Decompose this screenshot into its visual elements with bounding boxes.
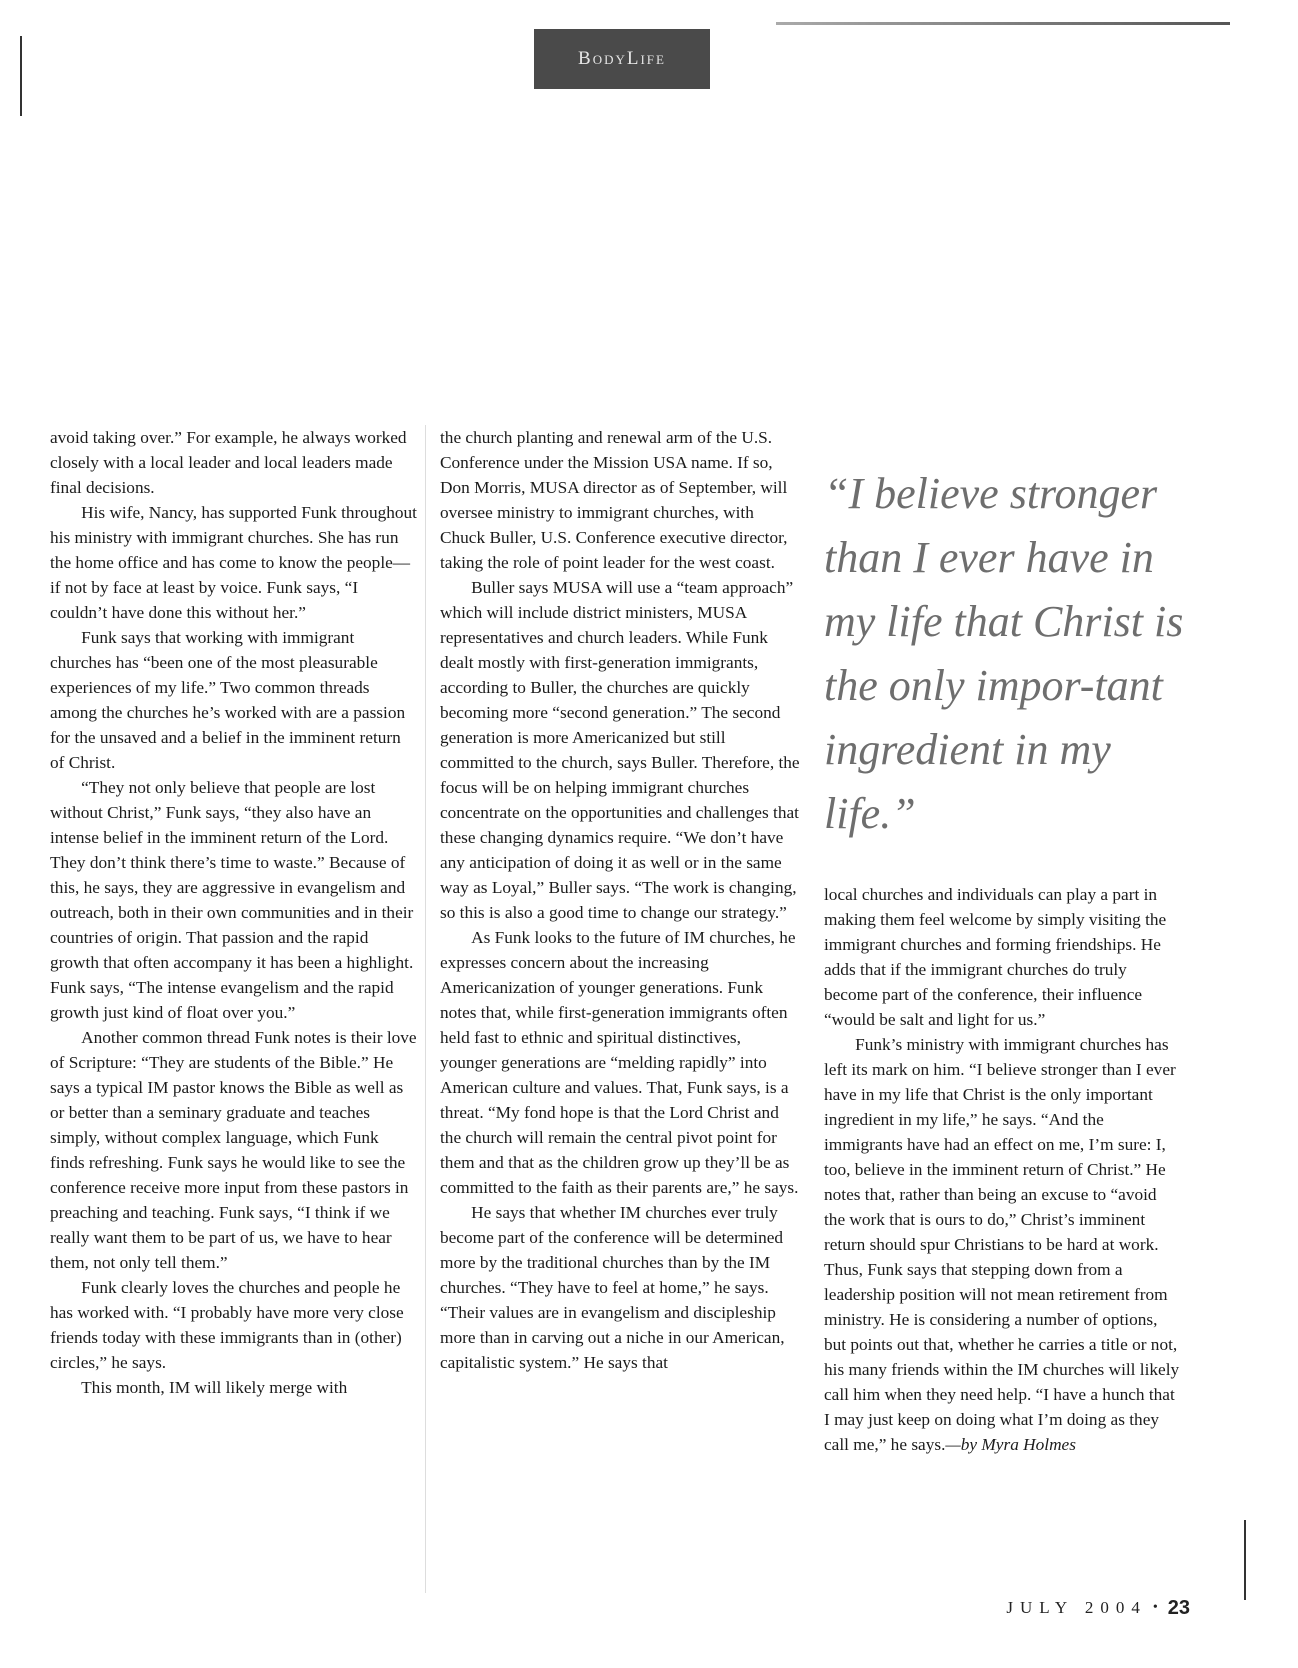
footer-bullet: • bbox=[1152, 1600, 1158, 1615]
page-number: 23 bbox=[1167, 1596, 1190, 1619]
article-column-2 bbox=[440, 425, 800, 1375]
column-divider bbox=[425, 425, 426, 1593]
paragraph: “They not only believe that people are lost without Christ,” Funk says, “they also have an intense belief in the imminent return of the Lord. They don’t think there’s time to waste.” Because of this, he says, they are aggressive in evangelism and outreach, both in their own communities and in their countries of origin. That passion and the rapid growth that often accompany it has been a highlight. Funk says, “The intense evangelism and the rapid growth just kind of float over you.” bbox=[50, 778, 414, 1022]
paragraph: Funk clearly loves the churches and people he has worked with. “I probably have more very close friends today with these immigrants than in (other) circles,” he says. bbox=[50, 1278, 404, 1372]
paragraph: Funk says that working with immigrant churches has “been one of the most pleasurable experiences of my life.” Two common threads among the churches he’s worked with are a passion for the unsaved and a belief in the imminent return of Christ. bbox=[50, 628, 406, 772]
pull-quote: “I believe stronger than I ever have in my life that Christ is the only impor-tant ingredient in my life.” bbox=[824, 469, 1184, 838]
page-edge-line bbox=[1244, 1520, 1246, 1600]
page-edge-line bbox=[20, 36, 22, 116]
paragraph: He says that whether IM churches ever truly become part of the conference will be determined more by the traditional churches than by the IM churches. “They have to feel at home,” he says. “Their values are in evangelism and discipleship more than in carving out a niche in our American, capitalistic system.” He says that bbox=[440, 1203, 785, 1372]
section-label: BodyLife bbox=[534, 29, 710, 89]
paragraph-text: Funk’s ministry with immigrant churches has left its mark on him. “I believe stronger than I ever have in my life that Christ is the only important ingredient in my life,” he says. “And the immigrants have had an effect on me, I’m sure: I, too, believe in the imminent return of Christ.” He notes that, rather than being an excuse to “avoid the work that is ours to do,” Christ’s imminent return should spur Christians to be hard at work. Thus, Funk says that stepping down from a leadership position will not mean retirement from ministry. He is considering a number of options, but points out that, whether he carries a title or not, his many friends within the IM churches will likely call him when they need help. “I have a hunch that I may just keep on doing what I’m doing as they call me,” he says. bbox=[824, 1035, 1180, 1454]
page-footer bbox=[970, 1593, 1190, 1623]
paragraph: His wife, Nancy, has supported Funk throughout his ministry with immigrant churches. She has run the home office and has come to know the people—if not by face at least by voice. Funk says, “I couldn’t have done this without her.” bbox=[50, 503, 417, 622]
issue-date: JULY 2004 bbox=[1006, 1598, 1147, 1617]
byline: —by Myra Holmes bbox=[945, 1435, 1076, 1454]
paragraph: As Funk looks to the future of IM churches, he expresses concern about the increasing Americanization of younger generations. Funk notes that, while first-generation immigrants often held fast to ethnic and spiritual distinctives, younger generations are “melding rapidly” into American culture and values. That, Funk says, is a threat. “My fond hope is that the Lord Christ and the church will remain the central pivot point for them and that as the children grow up they’ll be as committed to the faith as their parents are,” he says. bbox=[440, 928, 799, 1197]
article-column-1 bbox=[50, 425, 417, 1400]
paragraph: Another common thread Funk notes is their love of Scripture: “They are students of the Bible.” He says a typical IM pastor knows the Bible as well as or better than a seminary graduate and teaches simply, without complex language, which Funk finds refreshing. Funk says he would like to see the conference receive more input from these pastors in preaching and teaching. Funk says, “I think if we really want them to be part of us, we have to hear them, not only tell them.” bbox=[50, 1028, 417, 1272]
paragraph bbox=[824, 1032, 1180, 1457]
paragraph: This month, IM will likely merge with bbox=[81, 1378, 348, 1397]
header-rule bbox=[776, 22, 1230, 25]
paragraph: the church planting and renewal arm of the U.S. Conference under the Mission USA name. If so, Don Morris, MUSA director as of September, will oversee ministry to immigrant churches, with Chuck Buller, U.S. Conference executive director, taking the role of point leader for the west coast. bbox=[440, 428, 788, 572]
paragraph: avoid taking over.” For example, he always worked closely with a local leader and local leaders made final decisions. bbox=[50, 428, 407, 497]
article-column-3 bbox=[824, 882, 1180, 1457]
paragraph: Buller says MUSA will use a “team approach” which will include district ministers, MUSA representatives and church leaders. While Funk dealt mostly with first-generation immigrants, according to Buller, the churches are quickly becoming more “second generation.” The second generation is more Americanized but still committed to the church, says Buller. Therefore, the focus will be on helping immigrant churches concentrate on the opportunities and challenges that these changing dynamics require. “We don’t have any anticipation of doing it as well or in the same way as Loyal,” Buller says. “The work is changing, so this is also a good time to change our strategy.” bbox=[440, 578, 800, 922]
paragraph: local churches and individuals can play a part in making them feel welcome by simply visiting the immigrant churches and forming friendships. He adds that if the immigrant churches do truly become part of the conference, their influence “would be salt and light for us.” bbox=[824, 885, 1167, 1029]
